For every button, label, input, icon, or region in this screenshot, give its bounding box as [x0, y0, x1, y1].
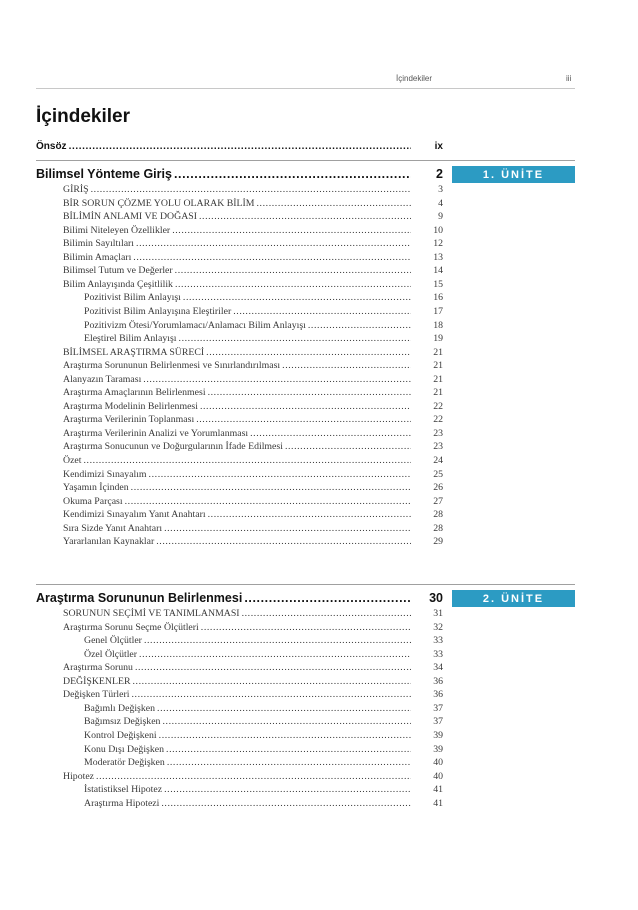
toc-entry[interactable] [36, 494, 443, 508]
section-divider [36, 160, 575, 161]
toc-entry[interactable] [36, 426, 443, 440]
dot-leader [131, 689, 411, 701]
toc-entry-page: 40 [433, 771, 443, 782]
toc-entry[interactable] [36, 507, 443, 521]
toc-entry[interactable] [36, 728, 443, 742]
toc-entry-title: Bilimi Niteleyen Özellikler [63, 225, 171, 236]
toc-entry[interactable] [36, 399, 443, 413]
dot-leader [164, 784, 411, 796]
toc-entry-page: 17 [433, 306, 443, 317]
toc-entry-page: 3 [438, 184, 443, 195]
dot-leader [69, 141, 411, 153]
toc-entry-title: Bilimsel Tutum ve Değerler [63, 265, 173, 276]
toc-entry-page: 12 [433, 238, 443, 249]
toc-entry-page: 10 [433, 225, 443, 236]
toc-entry-title: İstatistiksel Hipotez [84, 784, 163, 795]
toc-entry-title: Bilimin Amaçları [63, 252, 132, 263]
toc-entry[interactable] [36, 606, 443, 620]
toc-entry[interactable] [36, 687, 443, 701]
dot-leader [131, 482, 411, 494]
toc-entry-page: 36 [433, 689, 443, 700]
toc-entry-title: Araştırma Sorunu [63, 662, 133, 673]
unit-badge: 1. ÜNİTE [452, 166, 575, 183]
toc-entry-title: Bağımsız Değişken [84, 716, 161, 727]
toc-entry-title: Önsöz [36, 141, 67, 152]
running-header-title: İçindekiler [396, 74, 433, 83]
dot-leader [196, 414, 411, 426]
toc-entry-page: 15 [433, 279, 443, 290]
header-rule [36, 88, 575, 89]
toc-entry-title: Hipotez [63, 771, 95, 782]
toc-entry-page: 31 [433, 608, 443, 619]
toc-entry-page: ix [434, 141, 443, 152]
toc-entry[interactable] [36, 782, 443, 796]
toc-entry-page: 21 [433, 387, 443, 398]
toc-entry[interactable] [36, 647, 443, 661]
toc-entry-page: 25 [433, 469, 443, 480]
toc-entry[interactable] [36, 769, 443, 783]
toc-entry-title: Bilim Anlayışında Çeşitlilik [63, 279, 173, 290]
toc-entry-title: Konu Dışı Değişken [84, 744, 165, 755]
toc-entry-page: 30 [429, 591, 443, 605]
dot-leader [144, 635, 411, 647]
toc-entry-title: Bağımlı Değişken [84, 703, 156, 714]
toc-entry[interactable] [36, 277, 443, 291]
toc-entry[interactable] [36, 453, 443, 467]
toc-entry-page: 26 [433, 482, 443, 493]
toc-unit-heading[interactable] [36, 589, 443, 606]
toc-entry-title: Pozitivist Bilim Anlayışı [84, 292, 181, 303]
toc-entry-title: SORUNUN SEÇİMİ VE TANIMLANMASI [63, 608, 240, 619]
toc-entry-page: 2 [436, 167, 443, 181]
toc-entry-page: 40 [433, 757, 443, 768]
toc-entry-page: 18 [433, 320, 443, 331]
toc-entry-page: 37 [433, 716, 443, 727]
toc-entry-page: 27 [433, 496, 443, 507]
toc-entry-title: Araştırma Sorunu Seçme Ölçütleri [63, 622, 199, 633]
toc-entry[interactable] [36, 318, 443, 332]
toc-entry[interactable] [36, 263, 443, 277]
toc-entry-title: Sıra Sizde Yanıt Anahtarı [63, 523, 163, 534]
toc-entry[interactable] [36, 633, 443, 647]
toc-entry[interactable] [36, 714, 443, 728]
dot-leader [91, 184, 411, 196]
section-divider [36, 584, 575, 585]
toc-entry-title: Okuma Parçası [63, 496, 123, 507]
toc-entry-title: DEĞİŞKENLER [63, 676, 131, 687]
toc-entry[interactable] [36, 372, 443, 386]
dot-leader [162, 716, 411, 728]
dot-leader [183, 292, 411, 304]
toc-entry[interactable] [36, 290, 443, 304]
dot-leader [199, 211, 411, 223]
toc-entry-page: 32 [433, 622, 443, 633]
toc-entry-page: 34 [433, 662, 443, 673]
toc-entry-title: BİLİMİN ANLAMI VE DOĞASI [63, 211, 197, 222]
toc-entry[interactable] [36, 385, 443, 399]
dot-leader [84, 455, 412, 467]
toc-entry[interactable] [36, 674, 443, 688]
toc-entry-page: 33 [433, 635, 443, 646]
toc-entry-page: 21 [433, 360, 443, 371]
running-header-page-number: iii [566, 74, 572, 83]
page-title: İçindekiler [36, 106, 130, 127]
toc-entry-title: Eleştirel Bilim Anlayışı [84, 333, 177, 344]
toc-entry-page: 23 [433, 428, 443, 439]
toc-entry-page: 28 [433, 509, 443, 520]
toc-entry-page: 36 [433, 676, 443, 687]
toc-entry-title: Bilimsel Yönteme Giriş [36, 167, 172, 181]
toc-entry-title: GİRİŞ [63, 184, 89, 195]
toc-entry-title: Özel Ölçütler [84, 649, 138, 660]
toc-entry-title: Araştırma Sorununun Belirlenmesi [36, 591, 243, 605]
toc-entry-page: 39 [433, 730, 443, 741]
toc-entry[interactable] [36, 620, 443, 634]
dot-leader [136, 238, 411, 250]
toc-entry-title: Kendimizi Sınayalım Yanıt Anahtarı [63, 509, 206, 520]
toc-entry[interactable] [36, 480, 443, 494]
toc-entry[interactable] [36, 304, 443, 318]
toc-entry[interactable] [36, 358, 443, 372]
toc-entry-title: Bilimin Sayıltıları [63, 238, 135, 249]
toc-entry-page: 28 [433, 523, 443, 534]
toc-entry[interactable] [36, 331, 443, 345]
toc-entry[interactable] [36, 209, 443, 223]
toc-entry-page: 22 [433, 414, 443, 425]
toc-entry-page: 24 [433, 455, 443, 466]
toc-entry-title: Genel Ölçütler [84, 635, 142, 646]
dot-leader [208, 509, 411, 521]
toc-entry-title: Araştırma Verilerinin Analizi ve Yorumlanması [63, 428, 249, 439]
dot-leader [175, 265, 411, 277]
dot-leader [242, 608, 411, 620]
toc-entry-title: Değişken Türleri [63, 689, 130, 700]
toc-entry[interactable] [36, 755, 443, 769]
toc-entry-title: Yaşamın İçinden [63, 482, 129, 493]
toc-entry[interactable] [36, 196, 443, 210]
toc-entry-title: Araştırma Sorununun Belirlenmesi ve Sınırlandırılması [63, 360, 281, 371]
toc-entry-page: 4 [438, 198, 443, 209]
toc-entry-title: Araştırma Verilerinin Toplanması [63, 414, 195, 425]
toc-entry-title: Yararlanılan Kaynaklar [63, 536, 155, 547]
toc-entry-page: 39 [433, 744, 443, 755]
dot-leader [159, 730, 411, 742]
toc-entry-page: 13 [433, 252, 443, 263]
dot-leader [282, 360, 411, 372]
toc-entry-title: Kendimizi Sınayalım [63, 469, 147, 480]
toc-entry[interactable] [36, 742, 443, 756]
dot-leader [161, 798, 411, 810]
toc-entry-page: 22 [433, 401, 443, 412]
toc-entry-page: 23 [433, 441, 443, 452]
toc-unit-heading[interactable] [36, 165, 443, 182]
toc-entry-title: Araştırma Modelinin Belirlenmesi [63, 401, 198, 412]
toc-entry[interactable] [36, 439, 443, 453]
toc-entry-title: Pozitivist Bilim Anlayışına Eleştiriler [84, 306, 232, 317]
toc-entry[interactable] [36, 534, 443, 548]
toc-entry[interactable] [36, 412, 443, 426]
toc-entry-page: 16 [433, 292, 443, 303]
toc-entry-title: BİR SORUN ÇÖZME YOLU OLARAK BİLİM [63, 198, 255, 209]
toc-entry[interactable] [36, 521, 443, 535]
dot-leader [285, 441, 411, 453]
toc-entry[interactable] [36, 182, 443, 196]
toc-entry-page: 21 [433, 374, 443, 385]
toc-entry-title: Araştırma Hipotezi [84, 798, 160, 809]
dot-leader [244, 591, 411, 606]
toc-entry[interactable] [36, 345, 443, 359]
toc-entry[interactable] [36, 223, 443, 237]
toc-entry-page: 19 [433, 333, 443, 344]
toc-entry-title: Pozitivizm Ötesi/Yorumlamacı/Anlamacı Bilim Anlayışı [84, 320, 306, 331]
unit-badge: 2. ÜNİTE [452, 590, 575, 607]
dot-leader [156, 536, 411, 548]
toc-entry[interactable] [36, 250, 443, 264]
dot-leader [233, 306, 411, 318]
toc-entry-title: Alanyazın Taraması [63, 374, 142, 385]
toc-entry-page: 9 [438, 211, 443, 222]
toc-preface[interactable] [36, 139, 443, 153]
toc-entry-page: 41 [433, 784, 443, 795]
dot-leader [135, 662, 411, 674]
toc-entry-page: 14 [433, 265, 443, 276]
toc-entry-title: Özet [63, 455, 82, 466]
toc-entry-page: 33 [433, 649, 443, 660]
toc-entry-title: Araştırma Amaçlarının Belirlenmesi [63, 387, 206, 398]
toc-entry-page: 29 [433, 536, 443, 547]
dot-leader [174, 167, 411, 182]
toc-entry[interactable] [36, 236, 443, 250]
toc-entry-page: 21 [433, 347, 443, 358]
toc-entry-page: 41 [433, 798, 443, 809]
toc-entry[interactable] [36, 467, 443, 481]
toc-entry-title: BİLİMSEL ARAŞTIRMA SÜRECİ [63, 347, 205, 358]
toc-entry[interactable] [36, 660, 443, 674]
dot-leader [208, 387, 411, 399]
toc-entry[interactable] [36, 796, 443, 810]
toc-entry-page: 37 [433, 703, 443, 714]
toc-entry[interactable] [36, 701, 443, 715]
toc-entry-title: Araştırma Sonucunun ve Doğurgularının İfade Edilmesi [63, 441, 283, 452]
toc-entry-title: Moderatör Değişken [84, 757, 165, 768]
toc-entry-title: Kontrol Değişkeni [84, 730, 157, 741]
dot-leader [179, 333, 411, 345]
dot-leader [167, 757, 411, 769]
